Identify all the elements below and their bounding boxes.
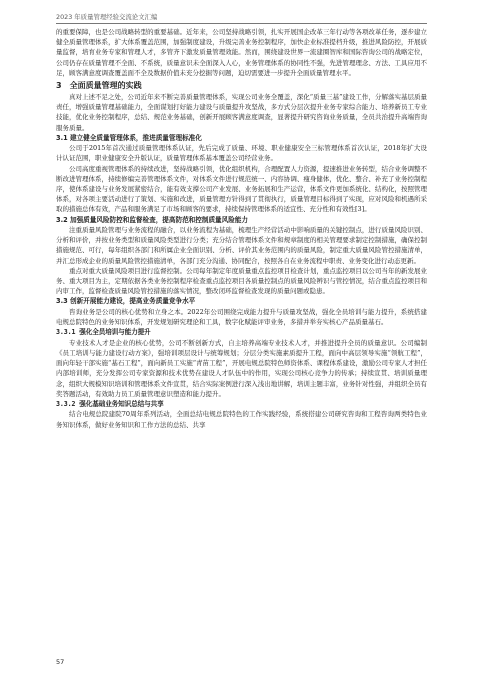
subsection-heading: 3.1 建立健全质量管理体系，推进质量管理标准化 xyxy=(56,133,202,142)
page-number: 57 xyxy=(56,658,65,666)
subsubsection-heading: 3.3.2 强化基础业务知识总结与共享 xyxy=(56,399,164,408)
body-paragraph: 结合电规总院建院70周年系列活动，全面总结电规总院特色的工作实践经验，系统搭建公司研究咨询和工程咨询两类特色业务知识体系，做好业务知识和工作方法的总结、共享 xyxy=(56,410,427,429)
page-content xyxy=(56,27,427,430)
body-paragraph: 专业技术人才是企业的核心优势，公司不断创新方式，自主培养高端专业技术人才，并推进提升全员的质量意识。公司编制《员工培训与能力建设行动方案》，强培训项层设计与统筹规划；分层分类实施素质提升工程，面向中高层领导实施“领航工程”，面向年轻干部实施“基石工程”，面向新员工实施“青苗工程”，开展电规总院特色师资体系、课程体系建设，激励公司专家人才担任内部培训师，充分发挥公司专家资源和技术优势在建设人才队伍中的作用，实现公司核心竞争力的传承；持续宣贯、培训质量理念，组织大规模知识培训和管理体系文件宣贯，结合实际案例进行深入浅出地讲解，培训主题丰富，业务针对性强，并组织全员有奖答题活动，有效助力员工质量管理意识塑造和能力提升。 xyxy=(56,338,427,398)
body-paragraph: 公司于2015年首次通过质量管理体系认证，先后完成了质量、环境、职业健康安全三标管理体系首次认证，2018年扩大设计认证范围，职业健康安全升版认证，质量管理体系基本覆盖公司经营业务。 xyxy=(56,144,427,163)
running-header: 2023 年质量管理经验交流论文汇编 xyxy=(56,12,427,24)
subsection-heading: 3.2 加强质量风险防控和监督检查，提高防范和控制质量风险能力 xyxy=(56,215,249,224)
section-heading: 3 全面质量管理的实践 xyxy=(56,81,142,91)
body-paragraph: 公司高度重视管理体系的持续改进，坚持战略引领，优化组织机构，合理配置人力资源，提速推进业务转型，结合业务调整不断改进管理体系，持续修编完善管理体系文件，对体系文件进行规范统一、内容协调、瘦身健体，优化、整合、补充了业务控制程序，使体系建设与业务发展紧密结合，能有效支撑公司产业发展、业务拓展和生产运营，体系文件更加系统化、结构化，按照管理体系，对各项主要活动进行了策划、实施和改进，质量管理方针得到了贯彻执行，质量管理目标得到了实现，应对风险和机遇所采取的措施总体有效，产品和服务满足了市场和顾客的要求，持续保持管理体系的适宜性、充分性和有效性[3]。 xyxy=(56,164,427,214)
body-paragraph: 的重要保障，也是公司战略转型的重要基础。近年来，公司坚持战略引领，扎实开展国企改革三年行动等各项改革任务，逐步建立健全质量管理体系，扩大体系覆盖范围，加强制度建设，升级完善业务控制程序，加快企业标准提档升级，推进风险防控，开展质量监督，培育业务专家和管理人才，多管齐下激发质量管理效能。然而，围绕建设世界一流建圈智库和国际咨询公司的战略定位，公司仍存在质量管理不全面、不系统，质量意识未全面深入人心，业务管理体系的协同性不强，先进管理理念、方法、工具应用不足，顾客满意度调查覆盖面不全及数据价值未充分挖掘等问题，迫切需要进一步提升全面质量管理水平。 xyxy=(56,28,427,77)
body-paragraph: 重点对重大质量风险项目进行监督控制。公司每年制定年度质量重点监控项目检查计划，重点监控项目以公司当年的新发展业务、重大项目为主，定期依据各类业务控制程序检查重点监控项目各质量控制点的质量风险辨识与管控情况，结合重点监控项目和内审工作，监督检查质量风险管控措施的落实情况，整改闭环监督检查发现的质量问题或隐患。 xyxy=(56,266,427,296)
body-paragraph: 真对上述不足之处，公司近年来不断完善质量管理体系，实现公司业务全覆盖，深化“质量三基”建设工作，分解落实基层质量责任，增强质量管理基础能力，全面谋划打好能力建设与质量提升攻坚战，多方式分层次提升业务专家综合能力、培养新员工专业技能，优化业务控制程序，总结、规范业务基础，创新开展顾客满意度调查，显著提升研究咨询业务质量，全员共治提升高端咨询服务质量。 xyxy=(56,93,427,132)
body-paragraph: 咨询业务是公司的核心优势和立身之本。2022年公司围绕完成能力提升与质量攻坚战，强化全员培训与能力提升，系统搭建电规总院特色的业务知识体系，开发规划研究理论和工具，数字化赋能评审业务，多措并举夯实核心产品质量基石。 xyxy=(56,307,427,327)
subsubsection-heading: 3.3.1 强化全员培训与能力提升 xyxy=(56,328,151,337)
body-paragraph: 注重质量风险管理与业务流程的融合，以业务流程为基础，梳理生产经营活动中影响质量的关键控制点，进行质量风险识别、分析和评价，并按业务类型和质量风险类型进行分类；充分结合管理体系文件和规章制度的相关管理要求制定控制措施，确保控制措施规范、可行，每年组织各部门和所属企业全面识别、分析、评价其业务范围内的质量风险，制定重大质量风险管控措施清单，并汇总形成企业的质量风险管控措施清单，各部门充分沟通、协同配合，按照各自在业务流程中职责、业务变化进行动态更新。 xyxy=(56,226,427,265)
subsection-heading: 3.3 创新开展能力建设，提高业务质量竞争水平 xyxy=(56,297,196,306)
